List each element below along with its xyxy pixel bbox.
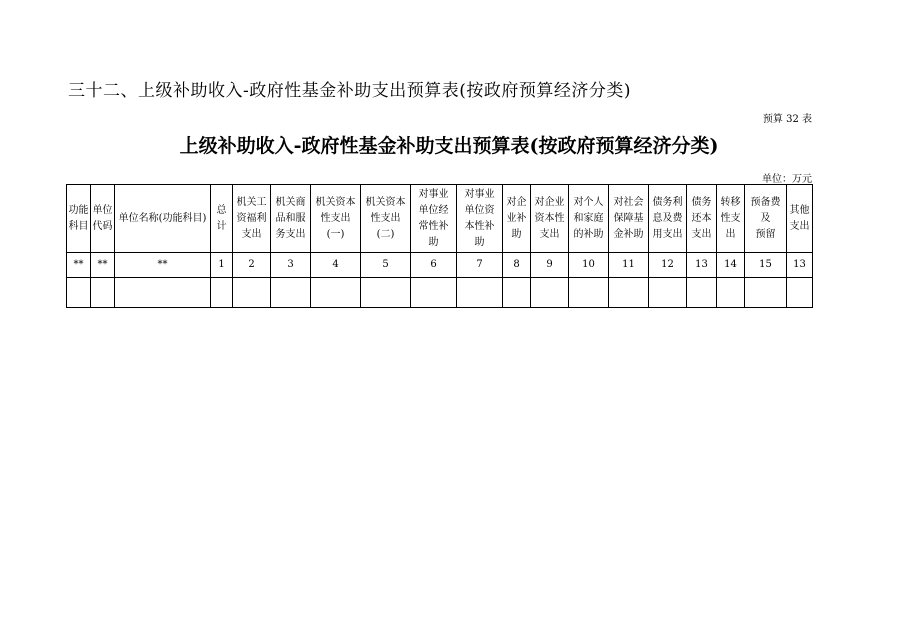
table-title: 上级补助收入-政府性基金补助支出预算表(按政府预算经济分类) xyxy=(179,135,719,157)
column-header: 对事业 单位资 本性补 助 xyxy=(457,185,503,253)
table-cell: 13 xyxy=(687,253,717,278)
table-cell: 3 xyxy=(271,253,311,278)
unit-label: 单位：万元 xyxy=(762,174,812,185)
column-header: 对个人 和家庭 的补助 xyxy=(569,185,609,253)
table-cell: 10 xyxy=(569,253,609,278)
table-cell: 14 xyxy=(717,253,745,278)
table-cell xyxy=(233,278,271,308)
table-cell: 12 xyxy=(649,253,687,278)
column-header: 机关资本 性支出 (二) xyxy=(361,185,411,253)
table-cell xyxy=(503,278,531,308)
table-cell xyxy=(787,278,813,308)
table-cell xyxy=(457,278,503,308)
column-header: 单位名称(功能科目) xyxy=(115,185,211,253)
header-row xyxy=(67,185,813,253)
table-cell: 1 xyxy=(211,253,233,278)
table-cell xyxy=(91,278,115,308)
table-cell xyxy=(271,278,311,308)
table-cell xyxy=(649,278,687,308)
table-row xyxy=(67,278,813,308)
table-cell: 13 xyxy=(787,253,813,278)
table-cell xyxy=(609,278,649,308)
column-header: 功能 科目 xyxy=(67,185,91,253)
column-header: 其他 支出 xyxy=(787,185,813,253)
column-header: 债务 还本 支出 xyxy=(687,185,717,253)
column-header: 机关资本 性支出 (一) xyxy=(311,185,361,253)
table-cell xyxy=(569,278,609,308)
table-cell: ** xyxy=(67,253,91,278)
column-header: 预备费及 预留 xyxy=(745,185,787,253)
column-header: 机关商 品和服 务支出 xyxy=(271,185,311,253)
column-header: 转移 性支 出 xyxy=(717,185,745,253)
table-cell: ** xyxy=(91,253,115,278)
table-cell: 8 xyxy=(503,253,531,278)
section-heading: 三十二、上级补助收入-政府性基金补助支出预算表(按政府预算经济分类) xyxy=(68,81,632,101)
table-cell xyxy=(311,278,361,308)
column-header: 单位 代码 xyxy=(91,185,115,253)
column-header: 机关工 资福利 支出 xyxy=(233,185,271,253)
table-cell: 11 xyxy=(609,253,649,278)
column-header: 对企业 资本性 支出 xyxy=(531,185,569,253)
table-cell: 6 xyxy=(411,253,457,278)
table-cell xyxy=(687,278,717,308)
column-header: 总 计 xyxy=(211,185,233,253)
table-cell xyxy=(531,278,569,308)
column-header: 对事业 单位经 常性补 助 xyxy=(411,185,457,253)
form-number: 预算 32 表 xyxy=(762,114,812,125)
budget-table xyxy=(66,184,813,308)
table-cell: 5 xyxy=(361,253,411,278)
table-cell: ** xyxy=(115,253,211,278)
table-cell xyxy=(67,278,91,308)
table-cell xyxy=(115,278,211,308)
table-cell xyxy=(361,278,411,308)
column-code-row xyxy=(67,253,813,278)
table-cell: 2 xyxy=(233,253,271,278)
table-cell xyxy=(745,278,787,308)
column-header: 债务利 息及费 用支出 xyxy=(649,185,687,253)
column-header: 对社会 保障基 金补助 xyxy=(609,185,649,253)
table-cell: 15 xyxy=(745,253,787,278)
table-cell xyxy=(211,278,233,308)
table-cell xyxy=(411,278,457,308)
table-cell xyxy=(717,278,745,308)
table-cell: 9 xyxy=(531,253,569,278)
table-cell: 4 xyxy=(311,253,361,278)
column-header: 对企 业补 助 xyxy=(503,185,531,253)
table-cell: 7 xyxy=(457,253,503,278)
